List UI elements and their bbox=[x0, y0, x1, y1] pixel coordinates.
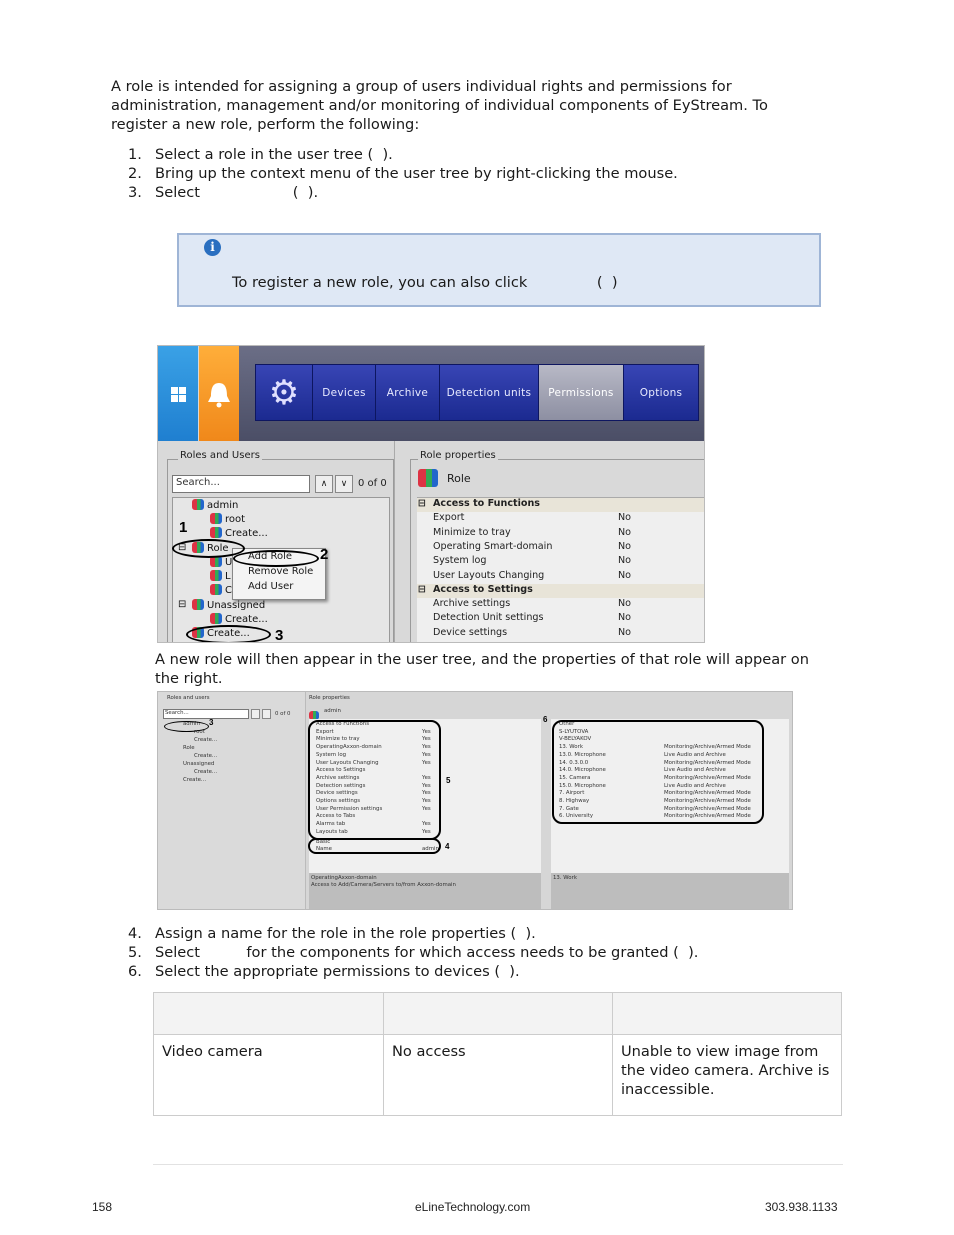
callout-number: 5 bbox=[446, 776, 451, 785]
device-name: 8. Highway bbox=[559, 798, 590, 804]
step-text: Select ( ). bbox=[155, 184, 319, 201]
property-name: Archive settings bbox=[433, 598, 511, 610]
tree-item[interactable]: root bbox=[194, 729, 205, 735]
step-text: Select for the components for which access needs to be granted ( ). bbox=[155, 944, 699, 961]
highlight-oval bbox=[186, 625, 271, 643]
alarm-tile bbox=[199, 346, 239, 441]
step-number: 6. bbox=[128, 963, 142, 980]
role-name-field[interactable]: admin bbox=[422, 846, 439, 852]
role-name-small: admin bbox=[324, 708, 341, 714]
property-row[interactable] bbox=[417, 612, 704, 626]
role-name-label: Role bbox=[447, 472, 471, 485]
property-name: Device settings bbox=[316, 790, 358, 797]
device-name: 15.0. Microphone bbox=[559, 782, 606, 789]
search-next-button-small[interactable] bbox=[262, 709, 271, 719]
property-name: Name bbox=[316, 846, 332, 852]
property-value[interactable]: No bbox=[618, 569, 632, 581]
result-paragraph bbox=[155, 650, 835, 688]
steps-list-b bbox=[128, 924, 828, 981]
tree-item[interactable]: Create... bbox=[183, 777, 207, 783]
footer-divider bbox=[153, 1164, 843, 1165]
property-name: User Layouts Changing bbox=[316, 759, 379, 766]
device-name: 6. University bbox=[559, 813, 594, 820]
tree-expand-icon[interactable]: ⊟ bbox=[178, 599, 187, 610]
property-value[interactable]: No bbox=[618, 512, 632, 524]
screenshot-new-role bbox=[157, 691, 793, 910]
device-name: 13.0. Microphone bbox=[559, 751, 606, 758]
tree-item-u[interactable]: U bbox=[210, 556, 232, 568]
property-value: Yes bbox=[422, 736, 431, 743]
device-name: 13. Work bbox=[559, 744, 583, 751]
menu-item-add-role[interactable]: Add Role bbox=[248, 551, 293, 562]
property-name: Minimize to tray bbox=[316, 736, 360, 743]
property-name: Access to Settings bbox=[433, 583, 533, 595]
status-panel-left: OperatingAxxon-domain Access to Add/Camera/Servers to/from Axxon-domain bbox=[309, 873, 541, 909]
property-row[interactable] bbox=[417, 541, 704, 555]
search-prev-button[interactable]: ∧ bbox=[315, 475, 333, 493]
property-name: Operating Smart-domain bbox=[433, 540, 553, 552]
role-icon-small bbox=[309, 706, 319, 716]
step-item bbox=[128, 962, 828, 981]
callout-number: 4 bbox=[445, 842, 450, 851]
step-text: Assign a name for the role in the role properties ( ). bbox=[155, 925, 536, 942]
role-properties-title-small: Role properties bbox=[309, 695, 350, 701]
footer-site: eLineTechnology.com bbox=[415, 1200, 531, 1214]
property-name: Alarms tab bbox=[316, 821, 346, 828]
intro-line: A role is intended for assigning a group of users individual rights and permissions for bbox=[111, 78, 732, 95]
property-value[interactable]: No bbox=[618, 612, 632, 624]
property-name: Export bbox=[316, 728, 334, 735]
intro-line: register a new role, perform the following: bbox=[111, 116, 420, 133]
property-value: Yes bbox=[422, 790, 431, 797]
property-name: Access to Functions bbox=[316, 721, 370, 727]
property-name: System log bbox=[316, 751, 347, 758]
status-panel-right: 13. Work bbox=[551, 873, 789, 909]
menu-item-remove-role[interactable]: Remove Role bbox=[248, 566, 314, 577]
highlight-box bbox=[308, 720, 441, 840]
property-name: Access to Tabs bbox=[316, 813, 356, 820]
property-name: Minimize to tray bbox=[433, 526, 511, 538]
step-item bbox=[128, 145, 828, 164]
property-value: Yes bbox=[422, 805, 431, 812]
note-text: To register a new role, you can also click ( ) bbox=[232, 274, 618, 291]
result-line: A new role will then appear in the user tree, and the properties of that role will appear on bbox=[155, 651, 809, 668]
property-group-header bbox=[417, 584, 704, 598]
property-row[interactable] bbox=[417, 512, 704, 526]
property-value[interactable]: No bbox=[618, 555, 632, 567]
tab-permissions[interactable]: Permissions bbox=[539, 365, 624, 420]
device-permission[interactable]: Monitoring/Archive/Armed Mode bbox=[664, 774, 751, 781]
user-group-icon bbox=[192, 599, 204, 610]
tree-item-root[interactable]: root bbox=[210, 513, 245, 525]
steps-list-a bbox=[128, 145, 828, 202]
page-number: 158 bbox=[92, 1200, 113, 1214]
screenshot-permissions-tab bbox=[157, 345, 705, 643]
tree-item-c[interactable]: C bbox=[210, 584, 232, 596]
property-value: Yes bbox=[422, 751, 431, 758]
role-properties-grid bbox=[417, 497, 705, 643]
property-group-header bbox=[417, 498, 704, 512]
tab-devices[interactable]: Devices bbox=[313, 365, 376, 420]
role-icon bbox=[418, 469, 438, 489]
callout-number: 6 bbox=[543, 715, 548, 724]
step-item bbox=[128, 943, 828, 962]
tree-item[interactable]: Role bbox=[183, 745, 195, 751]
user-icon bbox=[210, 570, 222, 581]
table-header-cell bbox=[154, 993, 384, 1035]
table-cell: Unable to view image from the video camera. Archive is inaccessible. bbox=[621, 1043, 830, 1098]
property-row[interactable] bbox=[417, 598, 704, 612]
property-row[interactable] bbox=[417, 570, 704, 584]
property-value[interactable]: No bbox=[618, 598, 632, 610]
device-name: 7. Airport bbox=[559, 790, 585, 797]
property-value: Yes bbox=[422, 798, 431, 804]
property-group-header: Basic bbox=[316, 839, 331, 845]
callout-number: 3 bbox=[209, 718, 214, 727]
property-value: Yes bbox=[422, 759, 431, 766]
tree-item-admin[interactable]: admin bbox=[192, 499, 238, 511]
property-name: Detection settings bbox=[316, 782, 366, 789]
search-prev-button-small[interactable] bbox=[251, 709, 260, 719]
property-name: Detection Unit settings bbox=[433, 612, 544, 624]
step-item bbox=[128, 183, 828, 202]
note-box bbox=[177, 233, 821, 307]
tree-expand-icon[interactable]: ⊟ bbox=[178, 542, 187, 553]
property-name: User Permission settings bbox=[316, 805, 383, 812]
property-row[interactable] bbox=[417, 527, 704, 541]
table-cell: No access bbox=[384, 1035, 613, 1115]
tree-item[interactable]: Create... bbox=[194, 769, 218, 775]
step-number: 2. bbox=[128, 165, 142, 182]
property-name: Export bbox=[433, 512, 465, 524]
property-row[interactable] bbox=[417, 555, 704, 569]
property-value[interactable]: No bbox=[618, 626, 632, 638]
property-value: Yes bbox=[422, 782, 431, 789]
property-value: Yes bbox=[422, 728, 431, 735]
property-name: Access to Functions bbox=[433, 498, 541, 509]
tree-item[interactable]: Create... bbox=[194, 737, 218, 743]
step-text: Select the appropriate permissions to devices ( ). bbox=[155, 963, 520, 980]
collapse-icon[interactable]: ⊟ bbox=[418, 498, 427, 509]
property-name: Archive settings bbox=[316, 774, 360, 781]
device-name: Other bbox=[559, 721, 575, 727]
device-permission[interactable]: Monitoring/Archive/Armed Mode bbox=[664, 744, 751, 751]
step-number: 4. bbox=[128, 925, 142, 942]
device-name: S-LYUTOVA bbox=[559, 728, 589, 735]
device-name: V-BELYAKOV bbox=[559, 736, 592, 743]
search-next-button[interactable]: ∨ bbox=[335, 475, 353, 493]
property-name: OperatingAxxon-domain bbox=[316, 744, 382, 751]
device-permission[interactable]: Monitoring/Archive/Armed Mode bbox=[664, 813, 751, 820]
roles-users-title-small: Roles and users bbox=[167, 695, 210, 701]
highlight-oval bbox=[164, 721, 209, 732]
device-permission[interactable]: Monitoring/Archive/Armed Mode bbox=[664, 805, 751, 812]
gear-icon[interactable]: ⚙ bbox=[256, 365, 313, 420]
tree-item-l[interactable]: L bbox=[210, 570, 231, 582]
property-name: User Layouts Changing bbox=[433, 569, 545, 581]
device-permission[interactable]: Monitoring/Archive/Armed Mode bbox=[664, 798, 751, 804]
intro-line: administration, management and/or monitoring of individual components of EyStream. To bbox=[111, 97, 768, 114]
tree-item-create[interactable]: Create... bbox=[192, 627, 250, 639]
permissions-table bbox=[153, 992, 842, 1116]
search-count-small: 0 of 0 bbox=[275, 711, 291, 717]
user-icon bbox=[210, 584, 222, 595]
property-name: Options settings bbox=[316, 798, 361, 804]
property-name: System log bbox=[433, 555, 487, 567]
table-header-cell bbox=[384, 993, 613, 1035]
windows-tile bbox=[158, 346, 198, 441]
result-line: the right. bbox=[155, 670, 223, 687]
tab-archive[interactable]: Archive bbox=[376, 365, 440, 420]
search-input-small[interactable]: Search... bbox=[163, 709, 249, 719]
tree-item[interactable]: Create... bbox=[194, 753, 218, 759]
property-value: Yes bbox=[422, 821, 431, 828]
device-permission[interactable]: Live Audio and Archive bbox=[664, 751, 726, 758]
step-number: 3. bbox=[128, 184, 142, 201]
user-icon bbox=[210, 527, 222, 538]
property-value: Yes bbox=[422, 744, 431, 751]
property-value[interactable]: No bbox=[618, 526, 632, 538]
table-cell: Video camera bbox=[154, 1035, 384, 1115]
tree-item[interactable]: admin bbox=[183, 721, 200, 727]
role-properties-title: Role properties bbox=[420, 450, 496, 461]
property-name: Layouts tab bbox=[316, 828, 348, 835]
tree-item[interactable]: Unassigned bbox=[183, 761, 215, 767]
search-count: 0 of 0 bbox=[358, 478, 387, 489]
callout-number: 2 bbox=[320, 546, 329, 563]
callout-number: 3 bbox=[275, 627, 284, 643]
property-value[interactable]: No bbox=[618, 540, 632, 552]
menu-item-add-user[interactable]: Add User bbox=[248, 581, 294, 592]
user-group-icon bbox=[192, 499, 204, 510]
property-row[interactable] bbox=[417, 627, 704, 641]
intro-paragraph bbox=[111, 77, 801, 134]
device-name: 14. 0.3.0.0 bbox=[559, 759, 589, 766]
property-value: Yes bbox=[422, 828, 431, 835]
user-icon bbox=[210, 513, 222, 524]
step-number: 5. bbox=[128, 944, 142, 961]
device-name: 14.0. Microphone bbox=[559, 767, 606, 774]
tree-item-unassigned[interactable]: Unassigned bbox=[192, 599, 265, 611]
footer-phone: 303.938.1133 bbox=[765, 1200, 838, 1214]
property-name: Device settings bbox=[433, 626, 508, 638]
highlight-box bbox=[552, 720, 764, 824]
highlight-box bbox=[308, 838, 441, 854]
step-item bbox=[128, 164, 828, 183]
table-header-cell bbox=[613, 993, 841, 1035]
windows-icon bbox=[158, 346, 198, 441]
callout-number: 1 bbox=[179, 519, 188, 536]
tab-options[interactable]: Options bbox=[639, 386, 683, 399]
bell-icon bbox=[199, 346, 239, 441]
device-name: 15. Camera bbox=[559, 774, 591, 781]
device-name: 7. Gate bbox=[559, 805, 579, 812]
collapse-icon[interactable]: ⊟ bbox=[418, 583, 427, 595]
step-number: 1. bbox=[128, 146, 142, 163]
property-value: Yes bbox=[422, 774, 431, 781]
user-icon bbox=[210, 613, 222, 624]
property-name: Access to Settings bbox=[316, 767, 366, 774]
device-permission[interactable]: Live Audio and Archive bbox=[664, 782, 726, 789]
device-permission[interactable]: Monitoring/Archive/Armed Mode bbox=[664, 790, 751, 797]
step-item bbox=[128, 924, 828, 943]
roles-users-title: Roles and Users bbox=[180, 450, 260, 461]
tab-detection-units[interactable]: Detection units bbox=[440, 365, 539, 420]
tree-item-role[interactable]: Role bbox=[192, 542, 229, 554]
device-permission[interactable]: Monitoring/Archive/Armed Mode bbox=[664, 759, 751, 766]
info-icon: i bbox=[204, 239, 221, 256]
step-text: Bring up the context menu of the user tree by right-clicking the mouse. bbox=[155, 165, 678, 182]
search-input[interactable]: Search... bbox=[172, 475, 310, 493]
highlight-oval bbox=[233, 550, 319, 567]
main-nav bbox=[255, 364, 699, 421]
device-permission[interactable]: Live Audio and Archive bbox=[664, 767, 726, 774]
tree-item-create[interactable]: Create... bbox=[210, 527, 268, 539]
step-text: Select a role in the user tree ( ). bbox=[155, 146, 393, 163]
tree-item-create[interactable]: Create... bbox=[210, 613, 268, 625]
